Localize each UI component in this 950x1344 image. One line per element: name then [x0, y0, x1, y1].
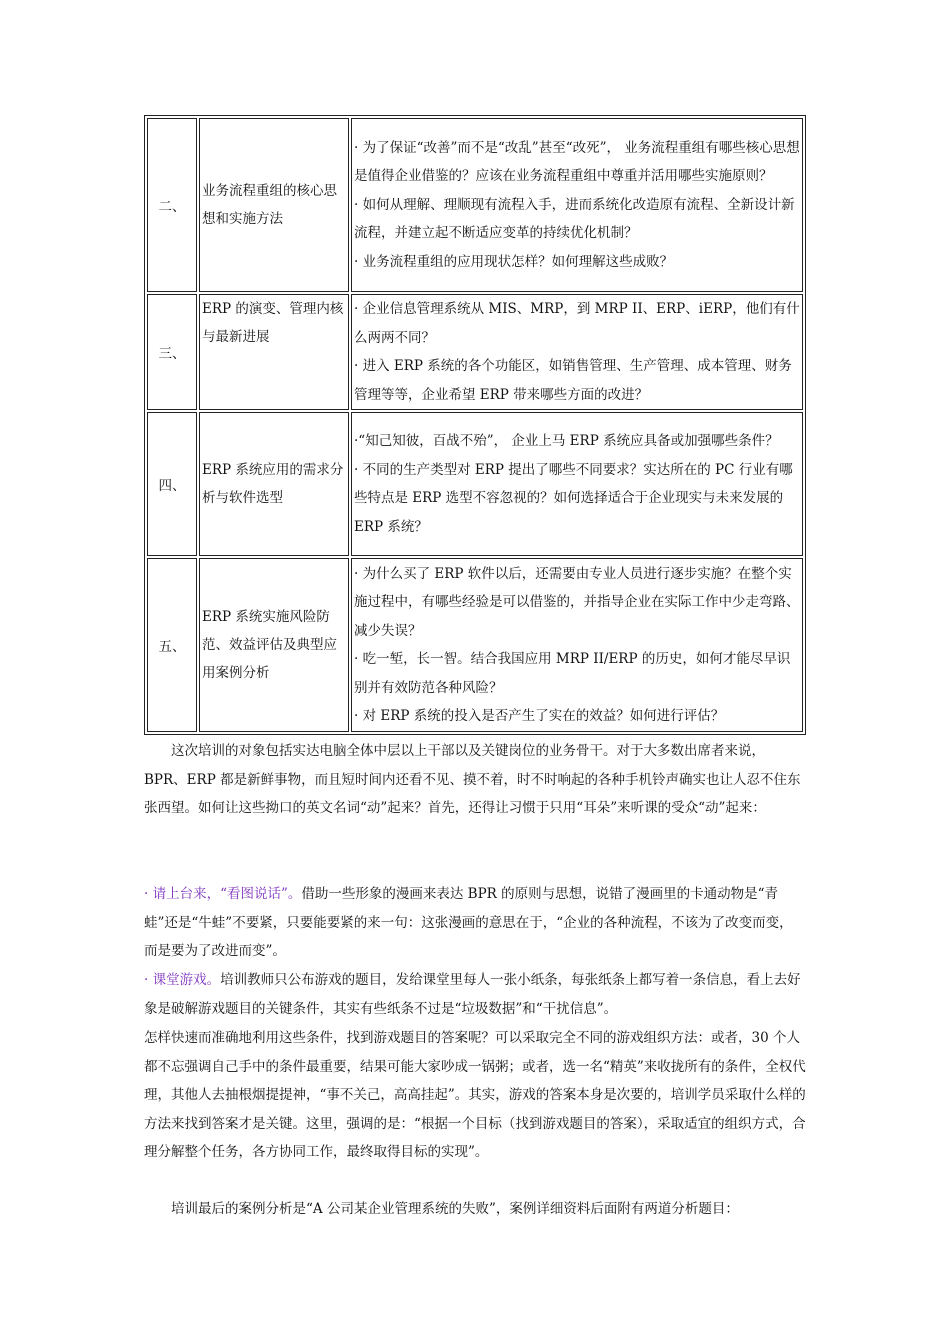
section-topic: ERP 系统应用的需求分析与软件选型 [199, 412, 349, 556]
question-item: · 进入 ERP 系统的各个功能区，如销售管理、生产管理、成本管理、财务管理等等，企业希望 ERP 带来哪些方面的改进？ [354, 358, 792, 403]
question-item: · 如何从理解、理顺现有流程入手，进而系统化改造原有流程、全新设计新流程，并建立起不断适应变革的持续优化机制？ [354, 196, 795, 242]
paragraph-game-method: 怎样快速而准确地利用这些条件，找到游戏题目的答案呢？可以采取完全不同的游戏组织方法：或者，30 个人都不忘强调自己手中的条件最重要，结果可能大家吵成一锅粥；或者，选一名“精英”来收拢所有的条件，全权代理，其他人去抽根烟提提神，“事不关己，高高挂起”。其实，游戏的答案本身是次要的，培训学员采取什么样的方法来找到答案才是关键。这里，强调的是：“根据一个目标（找到游戏题目的答案），采取适宜的组织方式，合理分解整个任务，各方协同工作，最终取得目标的实现”。 [144, 1030, 806, 1160]
section-number: 四、 [147, 412, 197, 556]
question-item: ·“知己知彼，百战不殆”， 企业上马 ERP 系统应具备或加强哪些条件？ [354, 433, 779, 449]
paragraph-game [144, 966, 806, 1023]
course-outline-table [144, 115, 806, 735]
section-questions [351, 294, 803, 410]
paragraph-intro: 这次培训的对象包括实达电脑全体中层以上干部以及关键岗位的业务骨干。对于大多数出席者来说，BPR、ERP 都是新鲜事物，而且短时间内还看不见、摸不着，时不时响起的各种手机铃声确实也让人忍不住东张西望。如何让这些拗口的英文名词“动”起来？首先，还得让习惯于只用“耳朵”来听课的受众“动”起来： [144, 743, 801, 816]
section-number: 五、 [147, 558, 197, 732]
question-item: · 不同的生产类型对 ERP 提出了哪些不同要求？实达所在的 PC 行业有哪些特点是 ERP 选型不容忽视的？如何选择适合于企业现实与未来发展的 ERP 系统？ [354, 461, 793, 535]
question-item: · 企业信息管理系统从 MIS、MRP，到 MRP II、ERP、iERP，他们有什么两两不同？ [354, 301, 800, 346]
section-questions [351, 118, 803, 292]
paragraph-highlight: · 课堂游戏。 [144, 972, 221, 988]
section-topic: 业务流程重组的核心思想和实施方法 [199, 118, 349, 292]
question-item: · 为什么买了 ERP 软件以后，还需要由专业人员进行逐步实施？在整个实施过程中，有哪些经验是可以借鉴的，并指导企业在实际工作中少走弯路、减少失误？ [354, 565, 800, 639]
paragraph-text: 培训教师只公布游戏的题目，发给课堂里每人一张小纸条，每张纸条上都写着一条信息，看上去好象是破解游戏题目的关键条件，其实有些纸条不过是“垃圾数据”和“干扰信息”。 [144, 972, 801, 1017]
table-row [147, 412, 803, 556]
question-item: · 对 ERP 系统的投入是否产生了实在的效益？如何进行评估？ [354, 708, 725, 724]
section-topic: ERP 的演变、管理内核与最新进展 [199, 294, 349, 410]
section-number: 三、 [147, 294, 197, 410]
paragraph-highlight: · 请上台来，“看图说话”。 [144, 886, 302, 902]
question-item: · 业务流程重组的应用现状怎样？如何理解这些成败？ [354, 253, 674, 270]
paragraph-case-study: 培训最后的案例分析是“A 公司某企业管理系统的失败”，案例详细资料后面附有两道分析题目： [171, 1201, 739, 1217]
section-questions [351, 558, 803, 732]
table-row [147, 558, 803, 732]
question-item: · 为了保证“改善”而不是“改乱”甚至“改死”， 业务流程重组有哪些核心思想是值得企业借鉴的？应该在业务流程重组中尊重并活用哪些实施原则？ [354, 139, 800, 185]
section-topic: ERP 系统实施风险防范、效益评估及典型应用案例分析 [199, 558, 349, 732]
section-questions [351, 412, 803, 556]
paragraph-comic [144, 880, 806, 966]
paragraph-text: 借助一些形象的漫画来表达 BPR 的原则与思想，说错了漫画里的卡通动物是“青蛙”还是“牛蛙”不要紧，只要能要紧的来一句：这张漫画的意思在于，“企业的各种流程，不该为了改变而变，而是要为了改进而变”。 [144, 886, 793, 959]
table-row [147, 118, 803, 292]
section-number: 二、 [147, 118, 197, 292]
table-row [147, 294, 803, 410]
question-item: · 吃一堑，长一智。结合我国应用 MRP II/ERP 的历史，如何才能尽早识别并有效防范各种风险？ [354, 651, 791, 696]
